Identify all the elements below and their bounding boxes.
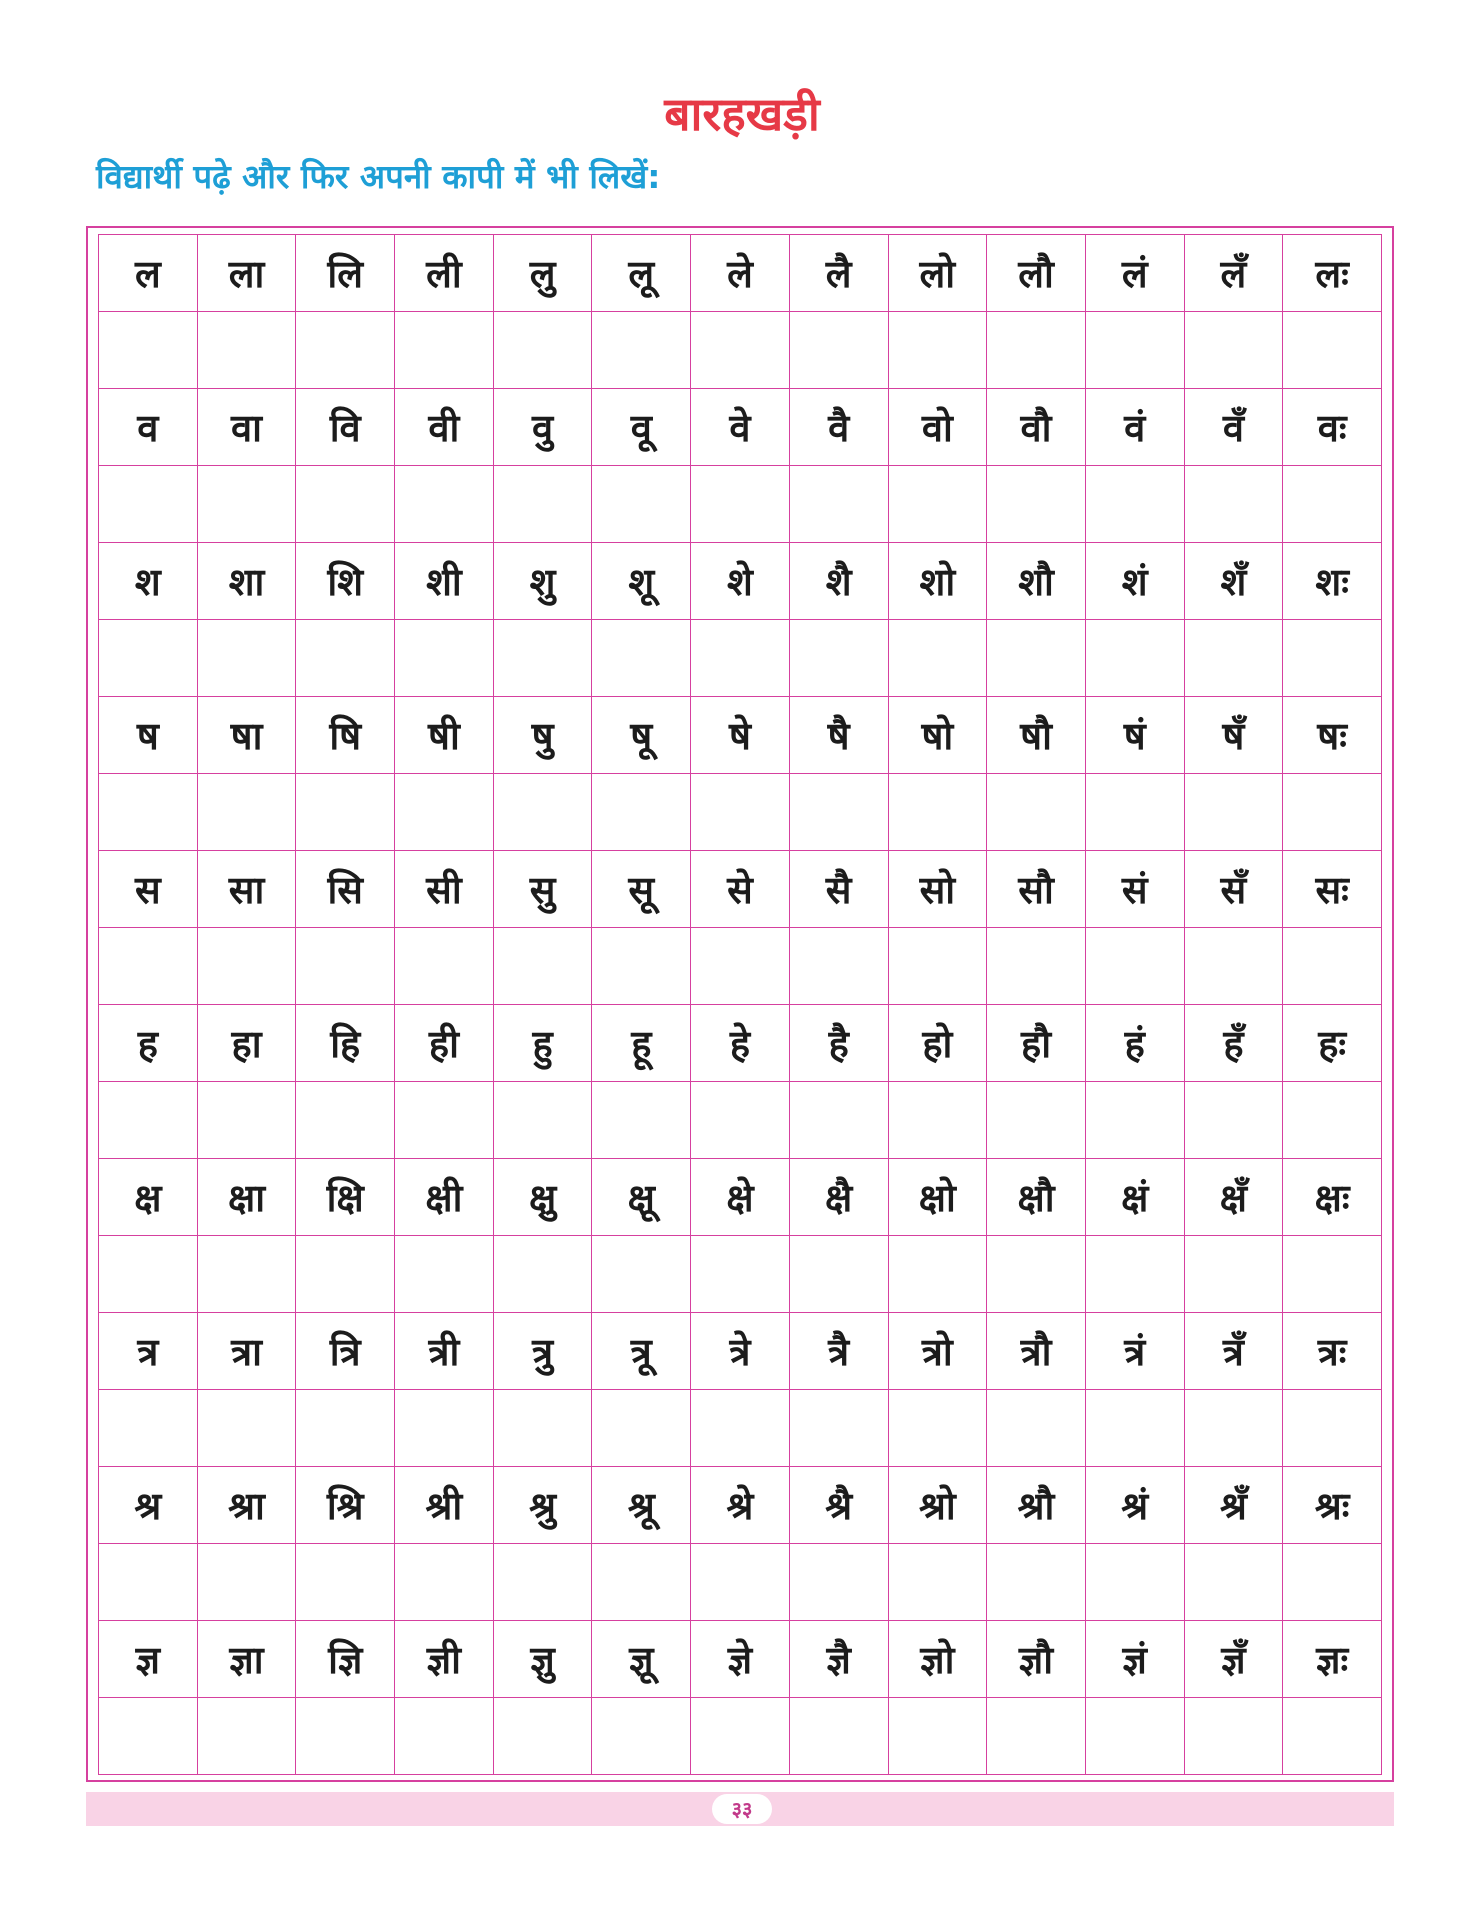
- page-title: बारहखड़ी: [664, 87, 820, 141]
- practice-cell: [987, 928, 1086, 1005]
- practice-cell: [1283, 466, 1382, 543]
- practice-cell: [1184, 928, 1283, 1005]
- letter-cell: षी: [395, 697, 494, 774]
- letter-cell: लं: [1085, 235, 1184, 312]
- practice-cell: [296, 928, 395, 1005]
- letter-cell: श्र: [99, 1467, 198, 1544]
- practice-cell: [592, 466, 691, 543]
- letter-cell: सौ: [987, 851, 1086, 928]
- letter-cell: सु: [493, 851, 592, 928]
- letter-cell: लु: [493, 235, 592, 312]
- practice-cell: [395, 312, 494, 389]
- letter-cell: क्ष: [99, 1159, 198, 1236]
- practice-cell: [395, 1544, 494, 1621]
- letter-cell: सा: [197, 851, 296, 928]
- practice-cell: [789, 774, 888, 851]
- practice-cell: [888, 1390, 987, 1467]
- letter-cell: वं: [1085, 389, 1184, 466]
- letter-cell: त्रु: [493, 1313, 592, 1390]
- letter-cell: क्षा: [197, 1159, 296, 1236]
- practice-cell: [99, 1082, 198, 1159]
- practice-cell: [789, 466, 888, 543]
- letter-cell: वः: [1283, 389, 1382, 466]
- practice-cell: [1283, 312, 1382, 389]
- letter-row: [99, 1313, 1382, 1390]
- letter-cell: क्षे: [691, 1159, 790, 1236]
- letter-cell: लौ: [987, 235, 1086, 312]
- letter-cell: श्रँ: [1184, 1467, 1283, 1544]
- practice-cell: [99, 1698, 198, 1775]
- letter-cell: सो: [888, 851, 987, 928]
- letter-cell: वै: [789, 389, 888, 466]
- letter-cell: वँ: [1184, 389, 1283, 466]
- practice-cell: [99, 312, 198, 389]
- letter-cell: वी: [395, 389, 494, 466]
- practice-cell: [1184, 1698, 1283, 1775]
- practice-cell: [296, 1544, 395, 1621]
- letter-cell: हं: [1085, 1005, 1184, 1082]
- practice-cell: [197, 466, 296, 543]
- letter-row: [99, 697, 1382, 774]
- practice-cell: [691, 620, 790, 697]
- practice-cell: [1283, 1698, 1382, 1775]
- letter-cell: क्षौ: [987, 1159, 1086, 1236]
- letter-cell: सै: [789, 851, 888, 928]
- letter-cell: ले: [691, 235, 790, 312]
- practice-cell: [592, 620, 691, 697]
- letter-row: [99, 235, 1382, 312]
- letter-cell: त्रो: [888, 1313, 987, 1390]
- practice-cell: [1085, 1236, 1184, 1313]
- practice-cell: [197, 1698, 296, 1775]
- letter-cell: ज्ञु: [493, 1621, 592, 1698]
- practice-cell: [1283, 928, 1382, 1005]
- letter-cell: श्रो: [888, 1467, 987, 1544]
- letter-cell: हो: [888, 1005, 987, 1082]
- letter-cell: श्रं: [1085, 1467, 1184, 1544]
- practice-cell: [99, 466, 198, 543]
- letter-cell: श्रै: [789, 1467, 888, 1544]
- practice-cell: [888, 466, 987, 543]
- letter-row: [99, 1005, 1382, 1082]
- letter-cell: सी: [395, 851, 494, 928]
- practice-row: [99, 1082, 1382, 1159]
- letter-cell: शि: [296, 543, 395, 620]
- practice-cell: [1184, 312, 1283, 389]
- letter-cell: सू: [592, 851, 691, 928]
- practice-cell: [1085, 1698, 1184, 1775]
- letter-cell: क्षि: [296, 1159, 395, 1236]
- letter-cell: लू: [592, 235, 691, 312]
- letter-cell: त्र: [99, 1313, 198, 1390]
- letter-cell: वा: [197, 389, 296, 466]
- letter-cell: षा: [197, 697, 296, 774]
- practice-cell: [789, 1698, 888, 1775]
- practice-cell: [888, 1698, 987, 1775]
- letter-cell: ज्ञँ: [1184, 1621, 1283, 1698]
- letter-cell: षू: [592, 697, 691, 774]
- practice-cell: [691, 1236, 790, 1313]
- letter-cell: सः: [1283, 851, 1382, 928]
- practice-cell: [691, 466, 790, 543]
- practice-cell: [592, 1698, 691, 1775]
- practice-cell: [1085, 312, 1184, 389]
- letter-cell: ज्ञै: [789, 1621, 888, 1698]
- practice-cell: [395, 1082, 494, 1159]
- practice-cell: [1283, 1390, 1382, 1467]
- practice-cell: [395, 1236, 494, 1313]
- practice-cell: [296, 1390, 395, 1467]
- practice-cell: [888, 774, 987, 851]
- practice-cell: [592, 1544, 691, 1621]
- practice-cell: [99, 1236, 198, 1313]
- practice-cell: [296, 1082, 395, 1159]
- practice-cell: [987, 312, 1086, 389]
- practice-cell: [1184, 1544, 1283, 1621]
- practice-cell: [99, 1544, 198, 1621]
- letter-cell: व: [99, 389, 198, 466]
- letter-cell: षे: [691, 697, 790, 774]
- practice-cell: [493, 1390, 592, 1467]
- practice-cell: [1085, 774, 1184, 851]
- letter-cell: हौ: [987, 1005, 1086, 1082]
- letter-cell: ज्ञू: [592, 1621, 691, 1698]
- letter-row: [99, 1159, 1382, 1236]
- letter-cell: ज्ञौ: [987, 1621, 1086, 1698]
- practice-cell: [395, 620, 494, 697]
- letter-row: [99, 543, 1382, 620]
- practice-cell: [395, 1698, 494, 1775]
- practice-cell: [888, 1236, 987, 1313]
- letter-cell: हँ: [1184, 1005, 1283, 1082]
- practice-row: [99, 1390, 1382, 1467]
- letter-cell: से: [691, 851, 790, 928]
- letter-cell: सं: [1085, 851, 1184, 928]
- letter-cell: शं: [1085, 543, 1184, 620]
- letter-cell: क्षँ: [1184, 1159, 1283, 1236]
- practice-row: [99, 774, 1382, 851]
- letter-cell: षः: [1283, 697, 1382, 774]
- letter-cell: क्षू: [592, 1159, 691, 1236]
- letter-cell: हः: [1283, 1005, 1382, 1082]
- practice-cell: [493, 1698, 592, 1775]
- letter-cell: शौ: [987, 543, 1086, 620]
- practice-cell: [691, 1082, 790, 1159]
- practice-row: [99, 928, 1382, 1005]
- practice-cell: [197, 620, 296, 697]
- letter-cell: त्रे: [691, 1313, 790, 1390]
- practice-row: [99, 620, 1382, 697]
- practice-cell: [395, 1390, 494, 1467]
- letter-cell: हू: [592, 1005, 691, 1082]
- practice-cell: [987, 774, 1086, 851]
- letter-cell: ष: [99, 697, 198, 774]
- letter-cell: त्री: [395, 1313, 494, 1390]
- practice-cell: [789, 928, 888, 1005]
- letter-cell: लो: [888, 235, 987, 312]
- practice-row: [99, 1698, 1382, 1775]
- practice-cell: [197, 312, 296, 389]
- practice-cell: [987, 466, 1086, 543]
- letter-cell: श्री: [395, 1467, 494, 1544]
- practice-cell: [691, 928, 790, 1005]
- letter-cell: हा: [197, 1005, 296, 1082]
- letter-cell: क्षै: [789, 1159, 888, 1236]
- practice-cell: [493, 1544, 592, 1621]
- practice-cell: [1085, 1544, 1184, 1621]
- letter-cell: षु: [493, 697, 592, 774]
- practice-cell: [1085, 1082, 1184, 1159]
- letter-cell: हे: [691, 1005, 790, 1082]
- practice-cell: [789, 1544, 888, 1621]
- practice-cell: [197, 774, 296, 851]
- letter-cell: ज्ञं: [1085, 1621, 1184, 1698]
- practice-cell: [691, 1390, 790, 1467]
- letter-cell: ली: [395, 235, 494, 312]
- letter-cell: षो: [888, 697, 987, 774]
- barahkhadi-grid: [98, 234, 1382, 1775]
- practice-cell: [1085, 620, 1184, 697]
- practice-cell: [493, 774, 592, 851]
- practice-cell: [99, 620, 198, 697]
- practice-cell: [493, 1082, 592, 1159]
- practice-cell: [493, 1236, 592, 1313]
- practice-cell: [1283, 1236, 1382, 1313]
- practice-cell: [1184, 1082, 1283, 1159]
- practice-cell: [197, 928, 296, 1005]
- practice-cell: [789, 1390, 888, 1467]
- letter-cell: वे: [691, 389, 790, 466]
- practice-cell: [691, 774, 790, 851]
- practice-cell: [1085, 466, 1184, 543]
- practice-cell: [1184, 1390, 1283, 1467]
- letter-cell: ज्ञी: [395, 1621, 494, 1698]
- letter-cell: श्रू: [592, 1467, 691, 1544]
- letter-cell: श: [99, 543, 198, 620]
- practice-cell: [592, 1082, 691, 1159]
- letter-cell: शा: [197, 543, 296, 620]
- letter-cell: वू: [592, 389, 691, 466]
- practice-cell: [197, 1544, 296, 1621]
- practice-cell: [395, 466, 494, 543]
- practice-cell: [888, 1082, 987, 1159]
- letter-cell: क्षो: [888, 1159, 987, 1236]
- letter-cell: त्रै: [789, 1313, 888, 1390]
- practice-cell: [987, 1544, 1086, 1621]
- practice-cell: [592, 312, 691, 389]
- letter-cell: श्रः: [1283, 1467, 1382, 1544]
- page-number: ३३: [712, 1794, 772, 1824]
- letter-cell: शी: [395, 543, 494, 620]
- practice-cell: [592, 928, 691, 1005]
- letter-cell: सि: [296, 851, 395, 928]
- practice-cell: [691, 1698, 790, 1775]
- letter-cell: शू: [592, 543, 691, 620]
- practice-cell: [592, 1236, 691, 1313]
- practice-cell: [888, 928, 987, 1005]
- letter-cell: ह: [99, 1005, 198, 1082]
- practice-cell: [1283, 1082, 1382, 1159]
- letter-cell: क्षी: [395, 1159, 494, 1236]
- letter-cell: त्रँ: [1184, 1313, 1283, 1390]
- letter-cell: लँ: [1184, 235, 1283, 312]
- practice-cell: [296, 620, 395, 697]
- letter-cell: त्रि: [296, 1313, 395, 1390]
- letter-cell: ज्ञ: [99, 1621, 198, 1698]
- practice-cell: [1184, 466, 1283, 543]
- practice-cell: [1085, 928, 1184, 1005]
- instruction-text: विद्यार्थी पढ़े और फिर अपनी कापी में भी लिखें:: [96, 157, 661, 196]
- letter-cell: ल: [99, 235, 198, 312]
- practice-row: [99, 1236, 1382, 1313]
- practice-cell: [99, 928, 198, 1005]
- letter-cell: हु: [493, 1005, 592, 1082]
- practice-cell: [592, 774, 691, 851]
- letter-cell: श्रा: [197, 1467, 296, 1544]
- letter-cell: षै: [789, 697, 888, 774]
- letter-cell: ज्ञे: [691, 1621, 790, 1698]
- practice-cell: [296, 312, 395, 389]
- practice-cell: [691, 1544, 790, 1621]
- practice-cell: [691, 312, 790, 389]
- practice-cell: [1283, 774, 1382, 851]
- letter-cell: त्रू: [592, 1313, 691, 1390]
- letter-cell: लः: [1283, 235, 1382, 312]
- letter-cell: क्षः: [1283, 1159, 1382, 1236]
- practice-cell: [493, 312, 592, 389]
- letter-row: [99, 1621, 1382, 1698]
- letter-cell: षं: [1085, 697, 1184, 774]
- letter-cell: सँ: [1184, 851, 1283, 928]
- practice-cell: [789, 312, 888, 389]
- practice-row: [99, 312, 1382, 389]
- practice-cell: [296, 774, 395, 851]
- practice-cell: [1184, 620, 1283, 697]
- practice-cell: [1184, 1236, 1283, 1313]
- letter-cell: वु: [493, 389, 592, 466]
- practice-cell: [296, 1236, 395, 1313]
- letter-cell: त्रौ: [987, 1313, 1086, 1390]
- practice-cell: [987, 1082, 1086, 1159]
- practice-cell: [395, 774, 494, 851]
- letter-cell: श्रौ: [987, 1467, 1086, 1544]
- letter-cell: शु: [493, 543, 592, 620]
- practice-cell: [1283, 1544, 1382, 1621]
- letter-cell: शे: [691, 543, 790, 620]
- practice-row: [99, 466, 1382, 543]
- letter-cell: षि: [296, 697, 395, 774]
- letter-row: [99, 1467, 1382, 1544]
- practice-cell: [493, 620, 592, 697]
- letter-cell: षौ: [987, 697, 1086, 774]
- letter-cell: ज्ञा: [197, 1621, 296, 1698]
- letter-cell: वि: [296, 389, 395, 466]
- letter-cell: वौ: [987, 389, 1086, 466]
- practice-cell: [987, 1698, 1086, 1775]
- letter-cell: त्रं: [1085, 1313, 1184, 1390]
- practice-cell: [1283, 620, 1382, 697]
- letter-cell: षँ: [1184, 697, 1283, 774]
- practice-cell: [888, 312, 987, 389]
- letter-cell: श्रे: [691, 1467, 790, 1544]
- letter-cell: वो: [888, 389, 987, 466]
- letter-cell: स: [99, 851, 198, 928]
- practice-cell: [197, 1390, 296, 1467]
- practice-cell: [987, 1236, 1086, 1313]
- practice-cell: [1085, 1390, 1184, 1467]
- practice-cell: [888, 620, 987, 697]
- letter-cell: क्षु: [493, 1159, 592, 1236]
- practice-cell: [395, 928, 494, 1005]
- letter-cell: लि: [296, 235, 395, 312]
- practice-row: [99, 1544, 1382, 1621]
- practice-cell: [987, 620, 1086, 697]
- letter-row: [99, 851, 1382, 928]
- practice-cell: [789, 1082, 888, 1159]
- letter-cell: शै: [789, 543, 888, 620]
- letter-cell: त्रा: [197, 1313, 296, 1390]
- letter-cell: है: [789, 1005, 888, 1082]
- practice-cell: [99, 774, 198, 851]
- letter-cell: शः: [1283, 543, 1382, 620]
- letter-cell: ही: [395, 1005, 494, 1082]
- letter-row: [99, 389, 1382, 466]
- practice-cell: [197, 1236, 296, 1313]
- practice-cell: [296, 1698, 395, 1775]
- letter-cell: ज्ञो: [888, 1621, 987, 1698]
- practice-cell: [197, 1082, 296, 1159]
- letter-cell: शँ: [1184, 543, 1283, 620]
- practice-cell: [789, 620, 888, 697]
- letter-cell: ला: [197, 235, 296, 312]
- practice-cell: [296, 466, 395, 543]
- letter-cell: त्रः: [1283, 1313, 1382, 1390]
- letter-cell: श्रु: [493, 1467, 592, 1544]
- letter-cell: श्रि: [296, 1467, 395, 1544]
- practice-cell: [99, 1390, 198, 1467]
- letter-cell: क्षं: [1085, 1159, 1184, 1236]
- practice-cell: [592, 1390, 691, 1467]
- practice-cell: [987, 1390, 1086, 1467]
- letter-cell: हि: [296, 1005, 395, 1082]
- letter-cell: शो: [888, 543, 987, 620]
- practice-cell: [1184, 774, 1283, 851]
- letter-cell: ज्ञि: [296, 1621, 395, 1698]
- practice-cell: [888, 1544, 987, 1621]
- letter-cell: लै: [789, 235, 888, 312]
- practice-cell: [493, 928, 592, 1005]
- practice-cell: [493, 466, 592, 543]
- letter-cell: ज्ञः: [1283, 1621, 1382, 1698]
- practice-cell: [789, 1236, 888, 1313]
